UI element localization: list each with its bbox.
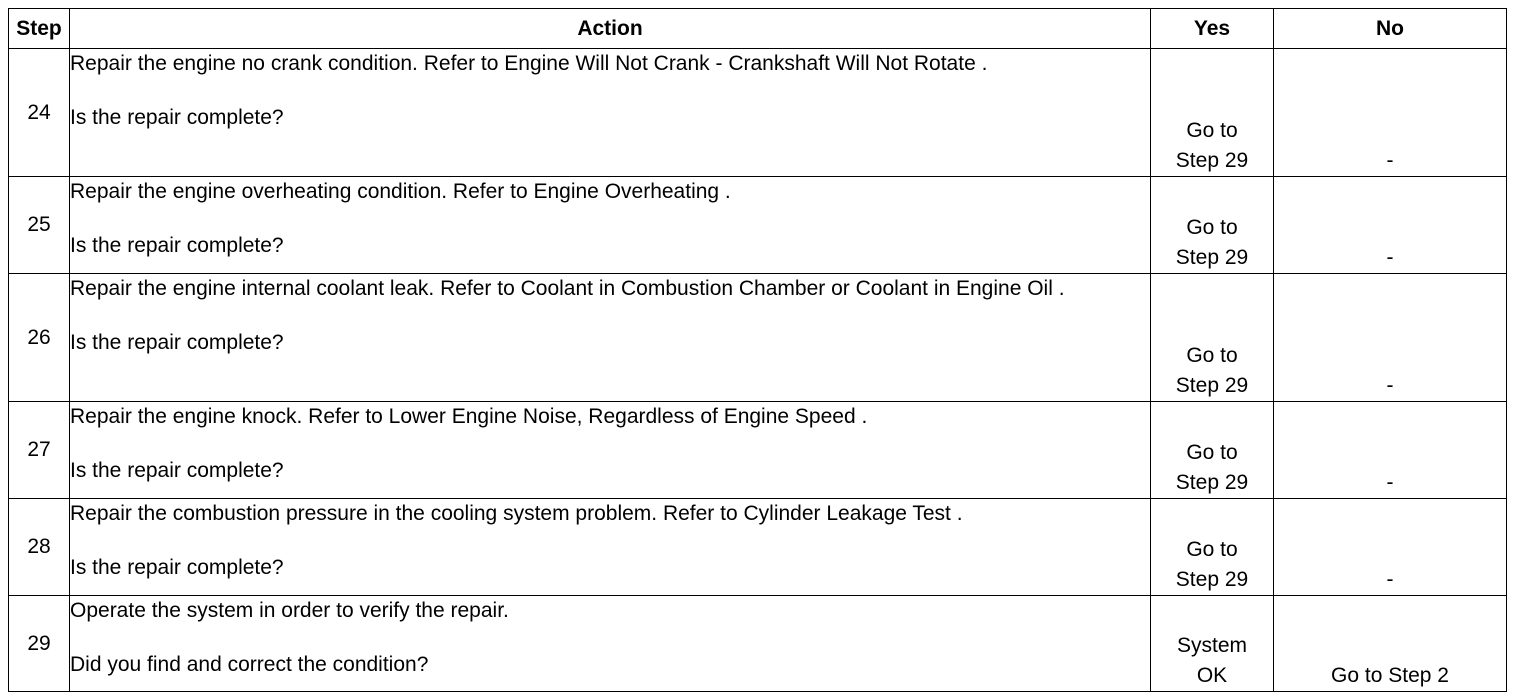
step-number: 24 bbox=[9, 49, 70, 177]
action-instruction: Repair the engine overheating condition. Refer to Engine Overheating . bbox=[70, 180, 731, 203]
action-cell bbox=[70, 402, 1151, 499]
action-cell bbox=[70, 177, 1151, 274]
action-instruction: Operate the system in order to verify the repair. bbox=[70, 599, 509, 622]
yes-link-line2[interactable]: Step 29 bbox=[1175, 149, 1249, 172]
table-row bbox=[9, 49, 1507, 177]
action-question: Is the repair complete? bbox=[70, 106, 284, 129]
header-yes: Yes bbox=[1151, 9, 1274, 49]
yes-link-line1[interactable]: Go to bbox=[1186, 344, 1238, 367]
header-no: No bbox=[1274, 9, 1507, 49]
action-question: Is the repair complete? bbox=[70, 234, 284, 257]
yes-cell bbox=[1151, 274, 1274, 402]
diagnostic-table bbox=[8, 8, 1507, 692]
table-row bbox=[9, 177, 1507, 274]
yes-cell bbox=[1151, 596, 1274, 692]
table-row bbox=[9, 596, 1507, 692]
yes-cell bbox=[1151, 49, 1274, 177]
action-instruction: Repair the combustion pressure in the cooling system problem. Refer to Cylinder Leakage Test . bbox=[70, 502, 963, 525]
yes-link-line2[interactable]: Step 29 bbox=[1175, 374, 1249, 397]
yes-cell bbox=[1151, 402, 1274, 499]
step-number: 26 bbox=[9, 274, 70, 402]
action-question: Is the repair complete? bbox=[70, 331, 284, 354]
yes-cell bbox=[1151, 499, 1274, 596]
yes-link-line2[interactable]: Step 29 bbox=[1175, 471, 1249, 494]
yes-link-line1[interactable]: Go to bbox=[1186, 119, 1238, 142]
yes-link-line1[interactable]: Go to bbox=[1186, 441, 1238, 464]
yes-link-line1[interactable]: Go to bbox=[1186, 538, 1238, 561]
no-cell: - bbox=[1274, 402, 1507, 499]
table-row bbox=[9, 402, 1507, 499]
action-question: Is the repair complete? bbox=[70, 459, 284, 482]
action-instruction: Repair the engine knock. Refer to Lower Engine Noise, Regardless of Engine Speed . bbox=[70, 405, 868, 428]
header-step: Step bbox=[9, 9, 70, 49]
yes-link-line1[interactable]: Go to bbox=[1186, 216, 1238, 239]
step-number: 28 bbox=[9, 499, 70, 596]
yes-cell bbox=[1151, 177, 1274, 274]
step-number: 27 bbox=[9, 402, 70, 499]
no-cell: - bbox=[1274, 274, 1507, 402]
yes-status-line1: System bbox=[1176, 634, 1247, 657]
action-cell bbox=[70, 499, 1151, 596]
action-cell bbox=[70, 49, 1151, 177]
action-instruction: Repair the engine no crank condition. Refer to Engine Will Not Crank - Crankshaft Will Not Rotate . bbox=[70, 52, 988, 75]
yes-status-line2: OK bbox=[1196, 664, 1228, 687]
step-number: 25 bbox=[9, 177, 70, 274]
no-cell bbox=[1274, 596, 1507, 692]
table-row bbox=[9, 499, 1507, 596]
header-action: Action bbox=[70, 9, 1151, 49]
action-cell bbox=[70, 274, 1151, 402]
step-number: 29 bbox=[9, 596, 70, 692]
yes-link-line2[interactable]: Step 29 bbox=[1175, 568, 1249, 591]
action-cell bbox=[70, 596, 1151, 692]
no-cell: - bbox=[1274, 499, 1507, 596]
no-cell: - bbox=[1274, 49, 1507, 177]
action-question: Did you find and correct the condition? bbox=[70, 653, 429, 676]
action-question: Is the repair complete? bbox=[70, 556, 284, 579]
header-row bbox=[9, 9, 1507, 49]
yes-link-line2[interactable]: Step 29 bbox=[1175, 246, 1249, 269]
no-cell: - bbox=[1274, 177, 1507, 274]
action-instruction: Repair the engine internal coolant leak. Refer to Coolant in Combustion Chamber or Coolant in Engine Oil . bbox=[70, 277, 1065, 300]
table-row bbox=[9, 274, 1507, 402]
no-link[interactable]: Go to Step 2 bbox=[1331, 664, 1449, 687]
